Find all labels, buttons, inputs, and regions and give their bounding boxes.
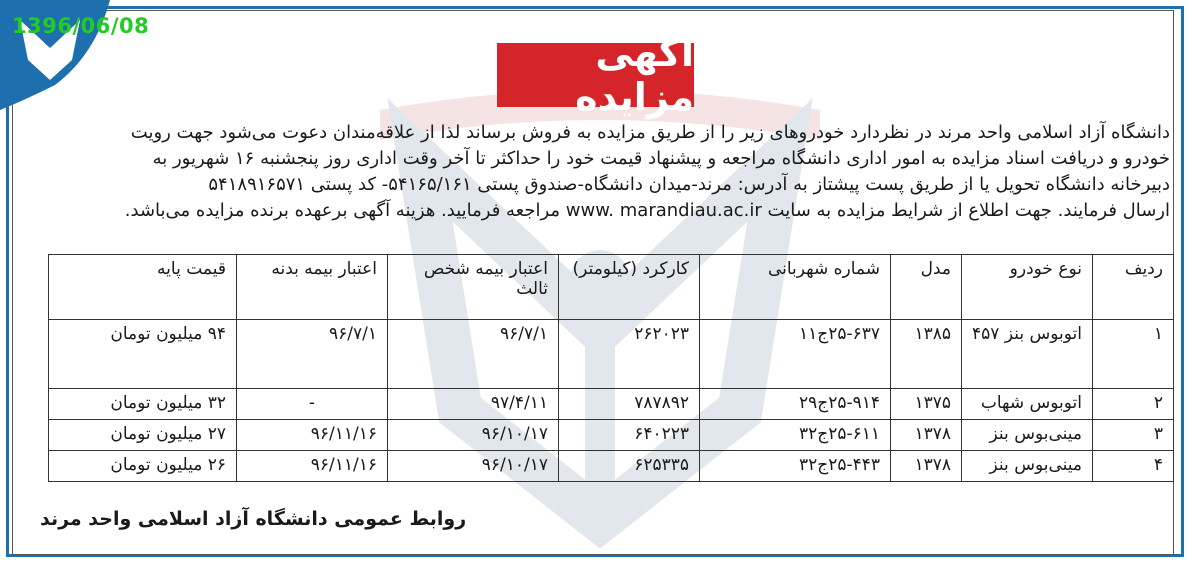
header-model: مدل xyxy=(891,255,962,320)
cell-body-insurance: - xyxy=(237,389,388,420)
cell-mileage: ۷۸۷۸۹۲ xyxy=(559,389,700,420)
header-base-price: قیمت پایه xyxy=(49,255,237,320)
cell-third-party-insurance: ۹۶/۱۰/۱۷ xyxy=(388,451,559,482)
table-row xyxy=(49,420,1174,451)
cell-plate-number: ۲۵-۴۴۳ج۳۲ xyxy=(700,451,891,482)
header-mileage: کارکرد (کیلومتر) xyxy=(559,255,700,320)
body-line: دانشگاه آزاد اسلامی واحد مرند در نظردارد خودروهای زیر را از طریق مزایده به فروش برساند لذا از علاقه‌مندان دعوت می‌شود جهت رویت xyxy=(130,122,1170,143)
header-row-number: ردیف xyxy=(1093,255,1174,320)
cell-model: ۱۳۷۵ xyxy=(891,389,962,420)
cell-row-number: ۴ xyxy=(1093,451,1174,482)
cell-base-price: ۲۶ میلیون تومان xyxy=(49,451,237,482)
cell-mileage: ۶۴۰۲۲۳ xyxy=(559,420,700,451)
header-vehicle-type: نوع خودرو xyxy=(962,255,1093,320)
cell-row-number: ۳ xyxy=(1093,420,1174,451)
table-row xyxy=(49,451,1174,482)
body-line: دبیرخانه دانشگاه تحویل یا از طریق پست پیشتاز به آدرس: مرند-میدان دانشگاه-صندوق پستی ۵۴۱۶۵/۱۶۱- کد پستی ۵۴۱۸۹۱۶۵۷۱ xyxy=(208,174,1170,195)
body-line: خودرو و دریافت اسناد مزایده به امور اداری دانشگاه مراجعه و پیشنهاد قیمت خود را حداکثر تا آخر وقت اداری روز پنجشنبه ۱۶ شهریور به xyxy=(152,148,1170,169)
vehicles-table xyxy=(48,254,1174,482)
cell-base-price: ۳۲ میلیون تومان xyxy=(49,389,237,420)
cell-base-price: ۹۴ میلیون تومان xyxy=(49,320,237,389)
cell-plate-number: ۲۵-۶۱۱ج۳۲ xyxy=(700,420,891,451)
footer-signature: روابط عمومی دانشگاه آزاد اسلامی واحد مرند xyxy=(40,508,467,530)
cell-model: ۱۳۷۸ xyxy=(891,451,962,482)
cell-body-insurance: ۹۶/۱۱/۱۶ xyxy=(237,451,388,482)
header-plate-number: شماره شهربانی xyxy=(700,255,891,320)
table-header-row xyxy=(49,255,1174,320)
cell-plate-number: ۲۵-۶۳۷ج۱۱ xyxy=(700,320,891,389)
cell-vehicle-type: مینی‌بوس بنز xyxy=(962,451,1093,482)
cell-vehicle-type: اتوبوس بنز ۴۵۷ xyxy=(962,320,1093,389)
date-stamp: 1396/06/08 xyxy=(12,14,150,38)
cell-third-party-insurance: ۹۷/۴/۱۱ xyxy=(388,389,559,420)
cell-plate-number: ۲۵-۹۱۴ج۲۹ xyxy=(700,389,891,420)
table-row xyxy=(49,320,1174,389)
cell-body-insurance: ۹۶/۷/۱ xyxy=(237,320,388,389)
cell-vehicle-type: مینی‌بوس بنز xyxy=(962,420,1093,451)
cell-body-insurance: ۹۶/۱۱/۱۶ xyxy=(237,420,388,451)
cell-vehicle-type: اتوبوس شهاب xyxy=(962,389,1093,420)
table-row xyxy=(49,389,1174,420)
announcement-body xyxy=(22,120,1170,224)
cell-third-party-insurance: ۹۶/۷/۱ xyxy=(388,320,559,389)
cell-third-party-insurance: ۹۶/۱۰/۱۷ xyxy=(388,420,559,451)
page-title: آگهی مزایده xyxy=(497,43,694,107)
cell-model: ۱۳۷۸ xyxy=(891,420,962,451)
cell-model: ۱۳۸۵ xyxy=(891,320,962,389)
header-body-insurance: اعتبار بیمه بدنه xyxy=(237,255,388,320)
cell-row-number: ۲ xyxy=(1093,389,1174,420)
header-third-party-insurance: اعتبار بیمه شخص ثالث xyxy=(388,255,559,320)
cell-row-number: ۱ xyxy=(1093,320,1174,389)
cell-mileage: ۶۲۵۳۳۵ xyxy=(559,451,700,482)
cell-mileage: ۲۶۲۰۲۳ xyxy=(559,320,700,389)
body-line: ارسال فرمایند. جهت اطلاع از شرایط مزایده به سایت www. marandiau.ac.ir مراجعه فرمایید. هزینه آگهی برعهده برنده مزایده می‌باشد. xyxy=(124,200,1170,221)
cell-base-price: ۲۷ میلیون تومان xyxy=(49,420,237,451)
